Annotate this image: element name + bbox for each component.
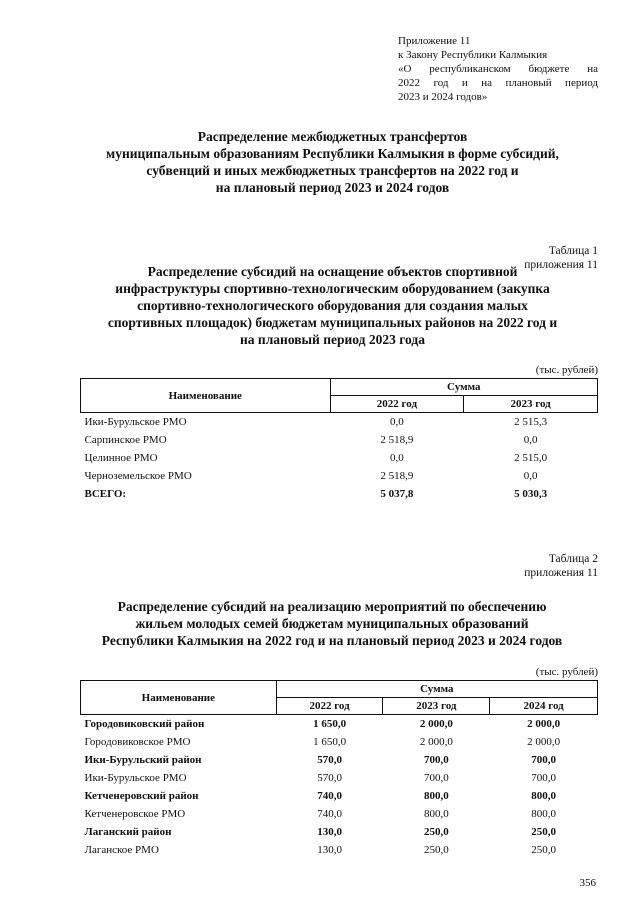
table2-ref-line: приложения 11 [524,567,598,579]
table1-header-year: 2022 год [330,396,464,413]
table-cell: Городовиковский район [84,718,205,730]
appendix-note [398,34,598,104]
main-title-line: муниципальным образованиям Республики Калмыкия в форме субсидий, [106,146,559,161]
table-total-row [81,485,598,503]
appendix-line: 2023 и 2024 годов» [398,91,488,103]
table1 [80,378,598,503]
table1-body [81,413,598,504]
table2-header-name: Наименование [81,681,277,715]
table-cell: 800,0 [423,808,449,820]
table-cell: Кетченеровское РМО [84,808,186,820]
appendix-line: Приложение 11 [398,35,471,47]
table1-header-year: 2023 год [464,396,598,413]
table2-reference [524,552,598,580]
table-cell: 2 515,0 [514,452,548,464]
table1-title-line: спортивных площадок) бюджетам муниципальных районов на 2022 год и [107,315,558,330]
table-cell: 1 650,0 [313,736,347,748]
table-row [81,431,598,449]
table-cell: 700,0 [531,772,556,784]
appendix-line: к Закону Республики Калмыкия [398,49,548,61]
table1-unit: (тыс. рублей) [535,364,598,376]
table1-title-line: на плановый период 2023 года [240,332,425,347]
table-cell: Ики-Бурульский район [84,754,202,766]
table1-title-line: инфраструктуры спортивно-технологическим оборудованием (закупка [115,281,550,296]
table2-ref-line: Таблица 2 [548,553,598,565]
table2-body [81,715,598,860]
table-cell: Лаганский район [84,826,172,838]
table-cell: 740,0 [317,790,342,802]
table-cell: 570,0 [317,772,342,784]
table-cell: 800,0 [531,808,556,820]
table-row [81,751,598,769]
main-title-line: субвенций и иных межбюджетных трансфертов на 2022 год и [146,163,519,178]
table2-header-year: 2022 год [276,698,383,715]
table-row [81,413,598,432]
table-cell: 2 000,0 [527,736,561,748]
table-cell: 570,0 [317,754,342,766]
table-row [81,715,598,734]
table-cell: Сарпинское РМО [84,434,167,446]
table-cell: Лаганское РМО [84,844,159,856]
table-cell: 1 650,0 [313,718,347,730]
table1-ref-line: приложения 11 [524,259,598,271]
table-cell: 800,0 [531,790,556,802]
table2-title-line: Республики Калмыкия на 2022 год и на плановый период 2023 и 2024 годов [101,633,563,648]
table-cell: 250,0 [531,844,556,856]
table-cell: 5 037,8 [380,488,414,500]
table-cell: Ики-Бурульское РМО [84,772,187,784]
table-cell: 5 030,3 [514,488,548,500]
table-cell: 130,0 [317,844,342,856]
appendix-line: 2022 год и на плановый период [398,77,598,89]
table-cell: 740,0 [317,808,342,820]
table-cell: 0,0 [390,416,404,428]
table-cell: 2 515,3 [514,416,548,428]
table-cell: 700,0 [423,772,449,784]
table-row [81,769,598,787]
table-cell: 700,0 [423,754,449,766]
table1-title [60,263,605,348]
table2-unit: (тыс. рублей) [535,666,598,678]
main-title-line: Распределение межбюджетных трансфертов [197,129,468,144]
table-cell: 130,0 [317,826,342,838]
table-row [81,823,598,841]
appendix-line: «О республиканском бюджете на [398,63,598,75]
table-cell: 0,0 [523,470,538,482]
table-row [81,787,598,805]
table-cell: 2 518,9 [380,434,414,446]
table-cell: Черноземельское РМО [84,470,192,482]
table2-header-year: 2023 год [383,698,490,715]
page-number: 356 [579,877,596,889]
table-cell: Кетченеровский район [84,790,199,802]
table-cell: 2 000,0 [527,718,561,730]
table1-ref-line: Таблица 1 [548,245,598,257]
table-row [81,841,598,859]
main-title-line: на плановый период 2023 и 2024 годов [215,180,450,195]
table-row [81,733,598,751]
table-cell: 0,0 [390,452,404,464]
table2-header-year: 2024 год [490,698,598,715]
table2-title-line: Распределение субсидий на реализацию мероприятий по обеспечению [117,599,547,614]
table-row [81,467,598,485]
table-row [81,449,598,467]
table1-title-line: спортивно-технологического оборудования для создания малых [137,298,528,313]
main-title [60,128,605,196]
table-row [81,805,598,823]
table2-title [52,598,612,649]
table-cell: 2 518,9 [380,470,414,482]
table-cell: Ики-Бурульское РМО [84,416,187,428]
table1-title-line: Распределение субсидий на оснащение объектов спортивной [147,264,518,279]
table2-header-sum: Сумма [276,681,597,698]
table-cell: Целинное РМО [84,452,158,464]
table1-header-sum: Сумма [330,379,597,396]
table2 [80,680,598,859]
table1-header-name: Наименование [81,379,331,413]
table-cell: 0,0 [523,434,538,446]
table-cell: 700,0 [531,754,556,766]
table-cell: 250,0 [423,826,449,838]
table-cell: 2 000,0 [419,736,453,748]
table-cell: 250,0 [423,844,449,856]
table-cell: 2 000,0 [419,718,453,730]
table2-title-line: жильем молодых семей бюджетам муниципальных образований [135,616,529,631]
table-cell: Городовиковское РМО [84,736,191,748]
table-cell: 250,0 [531,826,556,838]
table-cell: ВСЕГО: [84,488,127,500]
table-cell: 800,0 [423,790,449,802]
